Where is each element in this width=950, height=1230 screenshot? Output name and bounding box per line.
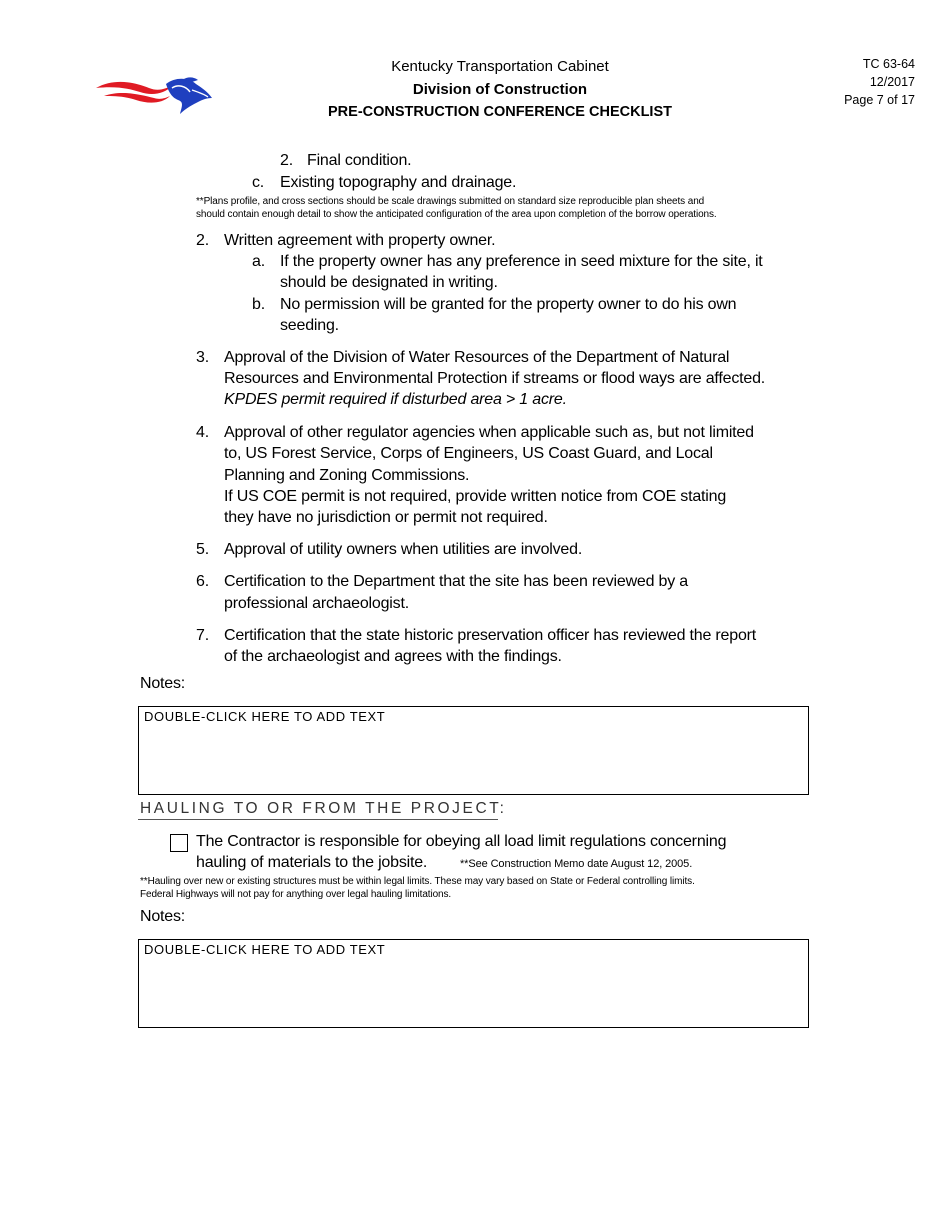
form-number: TC 63-64 [862, 57, 915, 71]
list-item-text: If US COE permit is not required, provide written notice from COE stating [224, 488, 727, 505]
list-item-text: Planning and Zoning Commissions. [224, 467, 470, 484]
notes-placeholder: DOUBLE-CLICK HERE TO ADD TEXT [144, 709, 386, 724]
notes-textbox[interactable] [138, 939, 809, 1028]
list-item-number: 6. [196, 573, 209, 590]
notes-placeholder: DOUBLE-CLICK HERE TO ADD TEXT [144, 942, 386, 957]
hauling-note: Federal Highways will not pay for anything over legal hauling limitations. [140, 889, 452, 900]
list-item-text: If the property owner has any preference in seed mixture for the site, it [280, 253, 763, 270]
division-name: Division of Construction [412, 81, 588, 98]
list-item-text: seeding. [280, 317, 339, 334]
list-item-text: Certification that the state historic preservation officer has reviewed the report [224, 627, 757, 644]
list-item-number: c. [252, 174, 265, 191]
list-item-text: Approval of other regulator agencies when applicable such as, but not limited [224, 424, 754, 441]
list-item-text: Written agreement with property owner. [224, 232, 496, 249]
list-item-text: professional archaeologist. [224, 595, 409, 612]
list-item-text: Certification to the Department that the site has been reviewed by a [224, 573, 689, 590]
list-item-number: 2. [280, 152, 293, 169]
list-item-text: they have no jurisdiction or permit not required. [224, 509, 548, 526]
list-item-number: 7. [196, 627, 209, 644]
agency-name: Kentucky Transportation Cabinet [391, 58, 609, 75]
plans-note: **Plans profile, and cross sections should be scale drawings submitted on standard size reproducible plan sheets and [196, 196, 705, 207]
form-date: 12/2017 [869, 75, 915, 89]
kpdes-note: KPDES permit required if disturbed area > 1 acre. [224, 391, 567, 408]
notes-label: Notes: [140, 908, 186, 925]
list-item-number: 2. [196, 232, 209, 249]
notes-textbox[interactable] [138, 706, 809, 795]
list-item-text: of the archaeologist and agrees with the findings. [224, 648, 562, 665]
hauling-note: **Hauling over new or existing structures must be within legal limits. These may vary based on State or Federal controlling limits. [140, 876, 695, 887]
page-indicator: Page 7 of 17 [844, 93, 915, 107]
list-item-text: to, US Forest Service, Corps of Engineers, US Coast Guard, and Local [224, 445, 713, 462]
checkbox-label: The Contractor is responsible for obeying all load limit regulations concerning [196, 833, 727, 850]
kytc-logo-icon [94, 74, 214, 116]
page-title: PRE-CONSTRUCTION CONFERENCE CHECKLIST [328, 104, 672, 120]
list-item-text: Approval of utility owners when utilities are involved. [224, 541, 583, 558]
list-item-number: 5. [196, 541, 209, 558]
list-item-number: a. [252, 253, 265, 270]
list-item-number: 4. [196, 424, 209, 441]
notes-label: Notes: [140, 675, 186, 692]
checkbox-label: hauling of materials to the jobsite. [196, 854, 428, 871]
list-item-number: 3. [196, 349, 209, 366]
section-divider [138, 819, 498, 820]
load-limit-checkbox[interactable] [170, 834, 188, 852]
memo-reference: **See Construction Memo date August 12, 2005. [460, 858, 693, 870]
plans-note: should contain enough detail to show the anticipated configuration of the area upon completion of the borrow operations. [196, 209, 717, 220]
list-item-text: Final condition. [307, 152, 412, 169]
list-item-text: No permission will be granted for the property owner to do his own [280, 296, 737, 313]
list-item-text: Resources and Environmental Protection if streams or flood ways are affected. [224, 370, 766, 387]
list-item-text: Approval of the Division of Water Resources of the Department of Natural [224, 349, 730, 366]
list-item-text: should be designated in writing. [280, 274, 498, 291]
section-heading: HAULING TO OR FROM THE PROJECT: [140, 800, 507, 817]
list-item-number: b. [252, 296, 265, 313]
list-item-text: Existing topography and drainage. [280, 174, 517, 191]
